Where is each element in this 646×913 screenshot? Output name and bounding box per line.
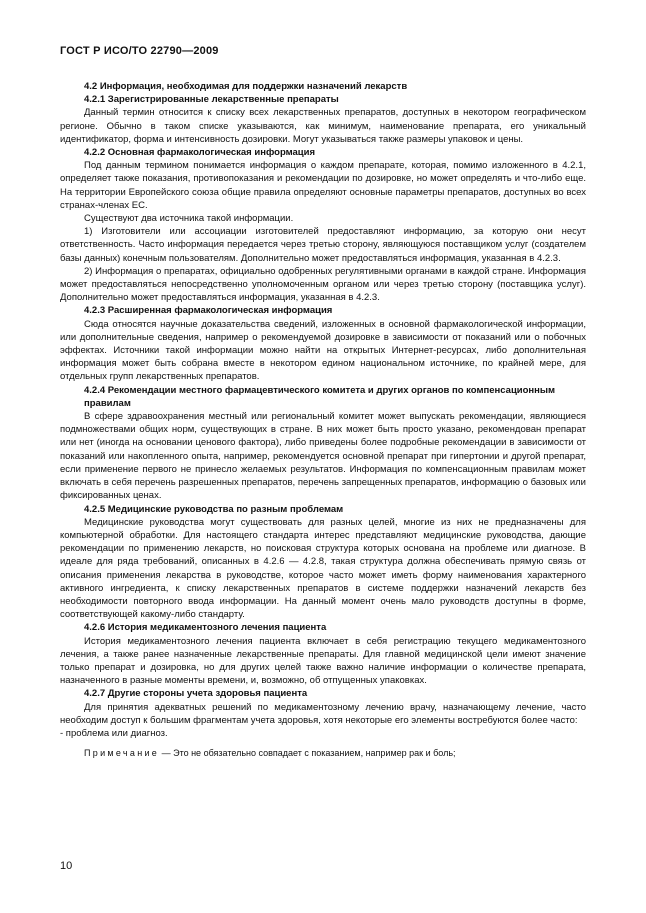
section-4-2-5-paragraph: Медицинские руководства могут существовать для разных целей, многие из них не предназначены для компьютерной обработки. Для настоящего стандарта интерес представляют медицинские руководства, дающие рекомендации по применению лекарств, но поисковая структура которых основана на проблеме или диагнозе. В идеале для ряда требований, описанных в 4.2.6 — 4.2.8, такая структура должна обеспечивать прямую связь от описания применения лекарства в руководстве, которое часто может иметь форму наименования характерного активного ингредиента, к списку лекарственных препаратов в системе поддержки назначений лекарств без необходимости повторного ввода информации. На данный момент очень мало руководств доступны в форме, соответствующей какому-либо стандарту. <box>60 516 586 621</box>
section-4-2-3-paragraph: Сюда относятся научные доказательства сведений, изложенных в основной фармакологической информации, или дополнительные сведения, например о рекомендуемой дозировке в зависимости от показаний или о побочных эффектах. Источники такой информации можно найти на открытых Интернет-ресурсах, либо дополнительная информация может быть собрана вместе в некотором едином национальном источнике, по крайней мере, для отдельных групп лекарственных препаратов. <box>60 318 586 383</box>
note <box>60 747 586 760</box>
section-4-2-6-paragraph: История медикаментозного лечения пациента включает в себя регистрацию текущего медикаментозного лечения, а также ранее назначенные лекарственные препараты. Для главной медицинской цели имеют значение только препарат и дозировка, но для других целей также важно наличие информации о количестве препарата, назначенного в разные моменты времени, и, возможно, об отпущенных упаковках. <box>60 635 586 687</box>
section-4-2-2-paragraph-2: Существуют два источника такой информации. <box>84 213 294 225</box>
section-4-2-2-paragraph-4: 2) Информация о препаратах, официально одобренных регулятивными органами в каждой стране. Информация может предоставляться непосредственно уполномоченным органом или через третью сторону (поставщика услуг). Дополнительно может предоставляться информация, указанная в 4.2.3. <box>60 265 586 304</box>
standard-code-header: ГОСТ Р ИСО/ТО 22790—2009 <box>60 45 219 57</box>
document-body <box>60 80 586 760</box>
section-4-2-5-heading: 4.2.5 Медицинские руководства по разным проблемам <box>84 503 344 515</box>
page-number: 10 <box>60 860 73 872</box>
section-4-2-2-heading: 4.2.2 Основная фармакологическая информация <box>84 147 316 159</box>
section-4-2-4-heading: 4.2.4 Рекомендации местного фармацевтического комитета и других органов по компенсационным правилам <box>84 384 556 409</box>
section-4-2-7-heading: 4.2.7 Другие стороны учета здоровья пациента <box>84 688 308 700</box>
note-label: Примечание <box>84 748 160 759</box>
section-4-2-1-paragraph: Данный термин относится к списку всех лекарственных препаратов, доступных в некотором географическом регионе. Обычно в таком списке указываются, как минимум, наименование препарата, его уникальный идентификатор, форма и интенсивность дозировки. Могут указываться также размеры упаковок и цены. <box>60 107 586 145</box>
section-4-2-3-heading: 4.2.3 Расширенная фармакологическая информация <box>84 305 333 317</box>
section-4-2-6-heading: 4.2.6 История медикаментозного лечения пациента <box>84 622 327 634</box>
section-4-2-1-heading: 4.2.1 Зарегистрированные лекарственные препараты <box>84 94 339 106</box>
section-4-2-7-paragraph: Для принятия адекватных решений по медикаментозному лечению врачу, назначающему лечение, часто необходим доступ к большим фрагментам учета здоровья, хотя некоторые его элементы востребуются более часто: <box>60 701 586 726</box>
section-4-2-2-paragraph-1: Под данным термином понимается информация о каждом препарате, которая, помимо изложенного в 4.2.1, определяет также показания, противопоказания и рекомендации по дозировке, но может определять и что-либо еще. На территории Европейского союза общие правила определяют основные параметры препаратов, доступных во всех странах-членах ЕС. <box>60 160 586 211</box>
section-4-2-4-paragraph: В сфере здравоохранения местный или региональный комитет может выпускать рекомендации, являющиеся подмножествами общих норм, существующих в стране. В них может быть просто указано, рекомендован препарат или нет (иногда на основании ценового фактора), либо приведены более подробные рекомендации в зависимости от показаний или накопленного опыта, например, рекомендуется основной препарат при гипертонии и другой препарат, если применение первого не принесло желаемых результатов. Информация по компенсационным правилам может включать в себя перечень разрешенных препаратов, перечень запрещенных препаратов, информацию о базовых или фиксированных ценах. <box>60 411 586 502</box>
note-text: — Это не обязательно совпадает с показанием, например рак и боль; <box>159 748 456 759</box>
section-4-2-heading: 4.2 Информация, необходимая для поддержки назначений лекарств <box>84 81 408 92</box>
section-4-2-2-paragraph-3: 1) Изготовители или ассоциации изготовителей предоставляют информацию, за которую они несут ответственность. Часто информация передается через третью сторону, являющуюся поставщиком услуг (создателем базы данных) конечным пользователям. Дополнительно может предоставляться информация, указанная в 4.2.3. <box>60 226 586 264</box>
list-item-problem-diagnosis: - проблема или диагноз. <box>60 727 168 739</box>
